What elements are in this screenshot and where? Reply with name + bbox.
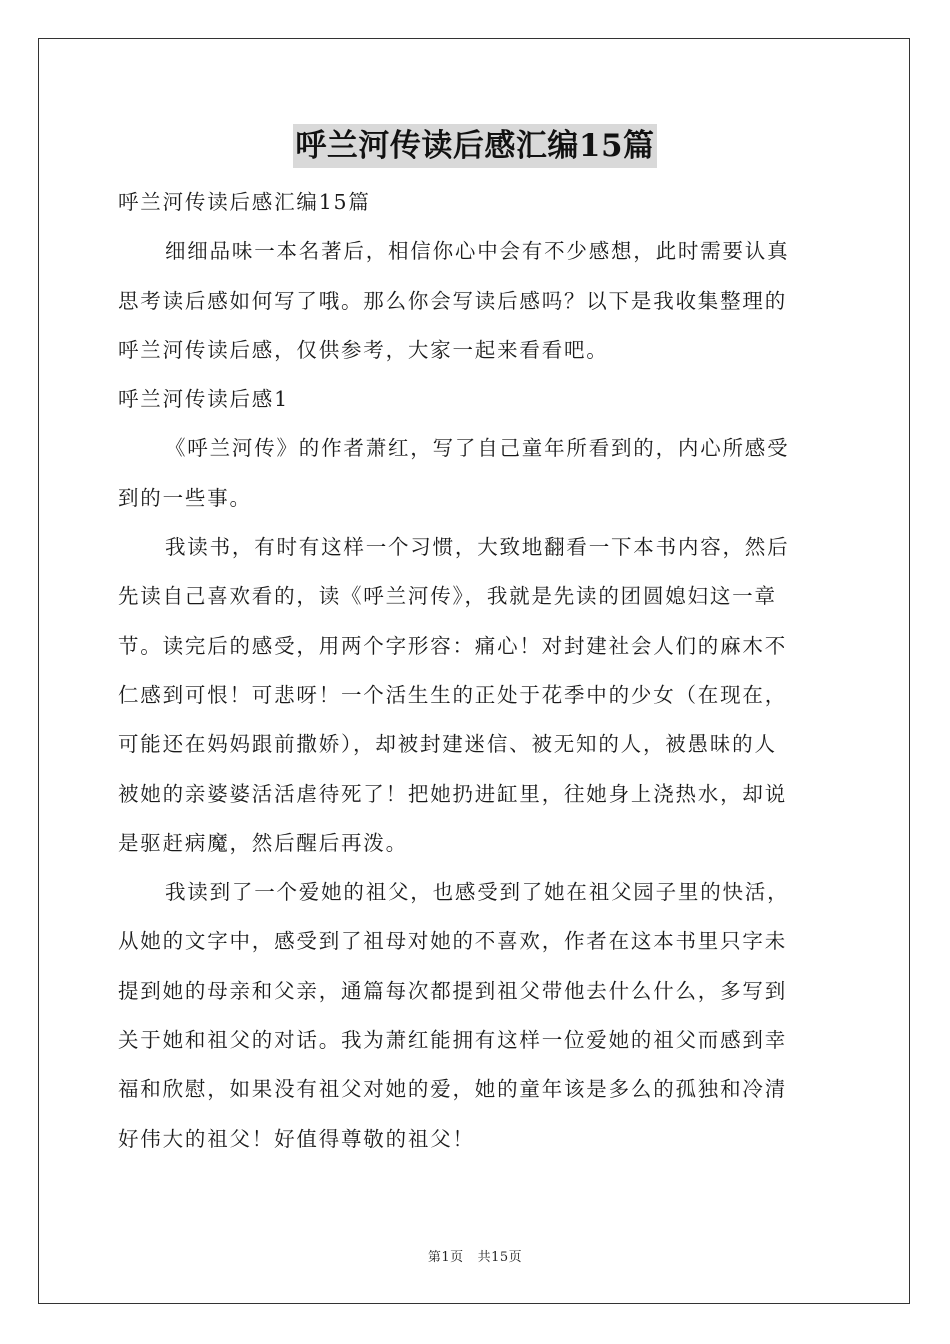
text-line: 从她的文字中，感受到了祖母对她的不喜欢，作者在这本书里只字未	[118, 929, 787, 954]
text-line: 福和欣慰，如果没有祖父对她的爱，她的童年该是多么的孤独和冷清	[118, 1077, 787, 1102]
text-line: 我读书，有时有这样一个习惯，大致地翻看一下本书内容，然后	[165, 535, 790, 560]
text-line: 仁感到可恨！可悲呀！一个活生生的正处于花季中的少女（在现在，	[118, 682, 787, 707]
text-line: 呼兰河传读后感1	[118, 387, 289, 412]
text-line: 是驱赶病魔，然后醒后再泼。	[118, 830, 408, 855]
text-line: 《呼兰河传》的作者萧红，写了自己童年所看到的，内心所感受	[165, 436, 790, 461]
text-line: 关于她和祖父的对话。我为萧红能拥有这样一位爱她的祖父而感到幸	[118, 1028, 787, 1053]
text-line: 可能还在妈妈跟前撒娇），却被封建迷信、被无知的人，被愚昧的人	[118, 732, 777, 757]
text-line: 细细品味一本名著后，相信你心中会有不少感想，此时需要认真	[165, 239, 790, 264]
page-total: 共15页	[477, 1250, 523, 1265]
text-line: 到的一些事。	[118, 485, 252, 510]
page-footer	[0, 1246, 950, 1265]
text-line: 呼兰河传读后感，仅供参考，大家一起来看看吧。	[118, 337, 609, 362]
title-container	[0, 124, 950, 168]
text-line: 呼兰河传读后感汇编15篇	[118, 190, 371, 214]
text-line: 节。读完后的感受，用两个字形容：痛心！对封建社会人们的麻木不	[118, 633, 787, 658]
text-line: 提到她的母亲和父亲，通篇每次都提到祖父带他去什么什么，多写到	[118, 978, 787, 1003]
text-line: 先读自己喜欢看的，读《呼兰河传》，我就是先读的团圆媳妇这一章	[118, 584, 777, 609]
text-line: 思考读后感如何写了哦。那么你会写读后感吗？以下是我收集整理的	[118, 288, 787, 313]
text-line: 好伟大的祖父！好值得尊敬的祖父！	[118, 1126, 475, 1151]
document-body	[118, 178, 834, 1164]
document-title: 呼兰河传读后感汇编15篇	[293, 124, 656, 168]
text-line: 我读到了一个爱她的祖父，也感受到了她在祖父园子里的快活，	[165, 880, 790, 905]
page-number: 第1页	[427, 1250, 464, 1265]
text-line: 被她的亲婆婆活活虐待死了！把她扔进缸里，往她身上浇热水，却说	[118, 781, 787, 806]
